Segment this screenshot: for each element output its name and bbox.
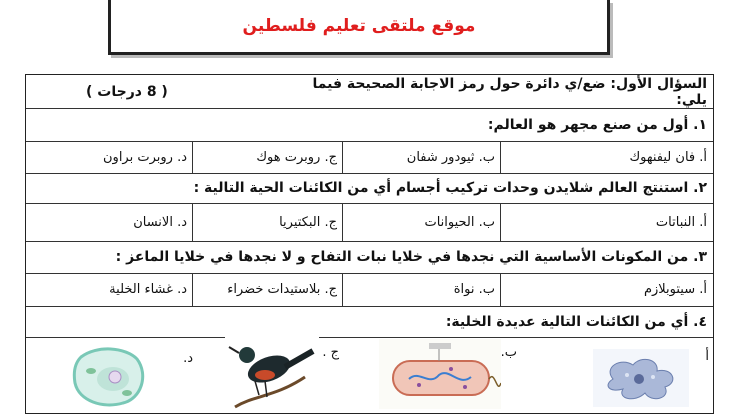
site-title: موقع ملتقى تعليم فلسطين: [242, 16, 476, 36]
question-row-1: [26, 108, 713, 142]
site-banner: [108, 0, 610, 55]
plant-cell-image[interactable]: [63, 343, 153, 409]
grade-label: ( 8 درجات ): [86, 83, 168, 100]
option-3d[interactable]: د. غشاء الخلية: [109, 282, 187, 297]
question-sheet: [25, 74, 714, 414]
option-2a[interactable]: أ. النباتات: [655, 214, 707, 230]
question-2-text: ٢. استنتج العالم شلايدن وحدات تركيب أجسام أي من الكائنات الحية التالية :: [193, 180, 707, 196]
option-1d[interactable]: د. روبرت براون: [103, 149, 187, 165]
option-2b[interactable]: ب. الحيوانات: [424, 214, 495, 230]
option-3b[interactable]: ب. نواة: [453, 282, 495, 297]
option-4b-letter[interactable]: ب.: [500, 345, 517, 360]
option-2d[interactable]: د. الانسان: [133, 214, 187, 230]
option-4c-letter[interactable]: ج .: [322, 345, 339, 360]
question-1-text: ١. أول من صنع مجهر هو العالم:: [487, 116, 707, 133]
bacterium-image[interactable]: [379, 339, 501, 409]
question-row-4: [26, 306, 713, 338]
options-row-2: [26, 203, 713, 242]
option-4d-letter[interactable]: د.: [183, 351, 193, 366]
option-3c[interactable]: ج. بلاستيدات خضراء: [227, 282, 337, 297]
section-header-row: [26, 75, 713, 109]
option-3a[interactable]: أ. سيتوبلازم: [643, 282, 707, 297]
bird-image[interactable]: [225, 337, 319, 411]
options-row-4: [26, 337, 713, 415]
option-1c[interactable]: ج. روبرت هوك: [256, 149, 337, 165]
amoeba-image[interactable]: [593, 349, 689, 407]
question-row-3: [26, 241, 713, 274]
option-1a[interactable]: أ. فان ليفنهوك: [629, 149, 707, 165]
options-row-3: [26, 273, 713, 307]
question-4-text: ٤. أي من الكائنات التالية عديدة الخلية:: [445, 313, 707, 330]
option-1b[interactable]: ب. ثيودور شفان: [406, 149, 495, 165]
question-3-text: ٣. من المكونات الأساسية التي نجدها في خلايا نبات التفاح و لا نجدها في خلايا الماعز :: [115, 249, 707, 265]
option-2c[interactable]: ج. البكتيريا: [279, 214, 337, 230]
options-row-1: [26, 141, 713, 174]
option-4a-letter[interactable]: أ: [705, 349, 709, 364]
question-row-2: [26, 173, 713, 204]
section-title: السؤال الأول: ضع/ي دائرة حول رمز الاجابة الصحيحة فيما يلي:: [312, 75, 707, 108]
